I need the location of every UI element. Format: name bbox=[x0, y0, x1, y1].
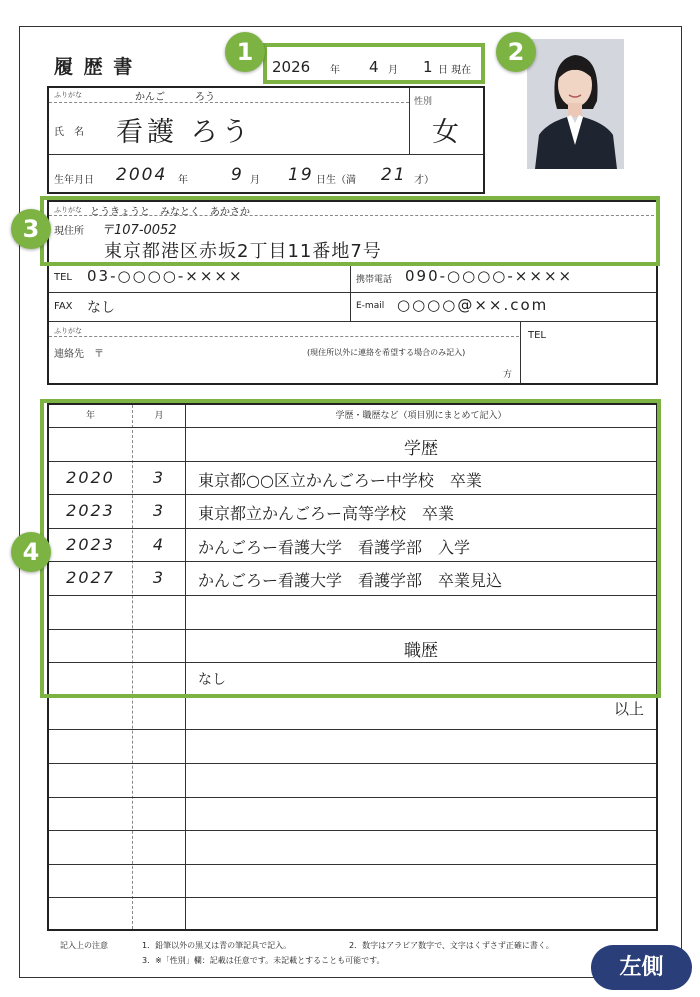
alt-furigana-label: ふりがな bbox=[54, 327, 82, 335]
history-text: 東京都立かんごろー高等学校 卒業 bbox=[198, 504, 455, 523]
age-unit: 才） bbox=[414, 175, 434, 186]
date-day: 1 bbox=[423, 58, 433, 76]
gender-value: 女 bbox=[432, 117, 459, 148]
mobile-value: 090-○○○○-×××× bbox=[405, 267, 574, 285]
gender-label: 性別 bbox=[414, 97, 433, 107]
col-month-header: 月 bbox=[154, 411, 164, 421]
history-row-line bbox=[49, 763, 656, 764]
birth-month-unit: 月 bbox=[250, 175, 260, 186]
gender-divider bbox=[409, 88, 410, 154]
history-year: 2023 bbox=[66, 501, 115, 520]
marker-2: 2 bbox=[496, 32, 536, 72]
history-text: 職歴 bbox=[404, 641, 438, 661]
side-badge: 左側 bbox=[591, 945, 692, 990]
history-year: 2023 bbox=[66, 535, 115, 554]
note-3: 3．※「性別」欄：記載は任意です。未記載とすることも可能です。 bbox=[142, 956, 385, 965]
address-postal: 〒107-0052 bbox=[101, 223, 177, 238]
address-label: 現住所 bbox=[54, 226, 84, 237]
address-line: 東京都港区赤坂2丁目11番地7号 bbox=[104, 241, 382, 262]
history-text: 以上 bbox=[613, 700, 644, 718]
history-month: 3 bbox=[152, 501, 166, 520]
note-2: 2．数字はアラビア数字で、文字はくずさず正確に書く。 bbox=[349, 941, 554, 950]
email-label: E-mail bbox=[356, 301, 385, 311]
fax-value: なし bbox=[87, 300, 115, 316]
history-year: 2027 bbox=[66, 568, 115, 587]
address-highlight bbox=[40, 196, 660, 266]
contact-col-divider bbox=[350, 263, 351, 321]
alt-address-suffix: 方 bbox=[503, 370, 513, 380]
alt-tel-label: TEL bbox=[528, 330, 546, 341]
name-row-divider bbox=[49, 154, 483, 155]
history-text: 学歴 bbox=[404, 439, 438, 459]
history-row-line bbox=[49, 897, 656, 898]
date-highlight bbox=[263, 43, 485, 84]
name-label: 氏 名 bbox=[54, 127, 84, 138]
alt-furigana-line bbox=[49, 336, 519, 337]
history-text: かんごろー看護大学 看護学部 卒業見込 bbox=[198, 571, 503, 590]
date-year-unit: 年 bbox=[330, 65, 340, 76]
history-row-line bbox=[49, 864, 656, 865]
marker-3: 3 bbox=[11, 209, 51, 249]
fax-label: FAX bbox=[54, 301, 73, 312]
birth-day-unit: 日生（満 bbox=[316, 175, 356, 186]
note-1: 1．鉛筆以外の黒又は青の筆記具で記入。 bbox=[142, 941, 292, 950]
mobile-label: 携帯電話 bbox=[356, 275, 393, 285]
resume-title: 履 歴 書 bbox=[54, 56, 135, 78]
history-highlight bbox=[40, 399, 661, 698]
history-month: 3 bbox=[152, 468, 166, 487]
history-year: 2020 bbox=[66, 468, 115, 487]
date-year: 2026 bbox=[272, 58, 311, 76]
birth-year: 2004 bbox=[116, 165, 168, 185]
fax-divider bbox=[49, 321, 656, 322]
history-text: 東京都○○区立かんごろー中学校 卒業 bbox=[198, 471, 482, 490]
col-desc-header: 学歴・職歴など（項目別にまとめて記入） bbox=[335, 411, 507, 421]
col-year-header: 年 bbox=[85, 411, 95, 421]
history-row-line bbox=[49, 830, 656, 831]
tel-value: 03-○○○○-×××× bbox=[87, 267, 244, 285]
address-furigana-label: ふりがな bbox=[54, 206, 82, 214]
marker-1: 1 bbox=[225, 32, 265, 72]
name-furigana-label: ふりがな bbox=[54, 91, 82, 99]
history-month: 4 bbox=[152, 535, 166, 554]
name-furigana: かんご ろう bbox=[135, 92, 215, 103]
date-month: 4 bbox=[369, 58, 379, 76]
date-day-unit: 日 現在 bbox=[438, 65, 472, 76]
id-photo bbox=[527, 39, 624, 169]
email-value: ○○○○@××.com bbox=[397, 296, 549, 314]
history-text: かんごろー看護大学 看護学部 入学 bbox=[198, 538, 471, 557]
birth-label: 生年月日 bbox=[54, 175, 94, 186]
history-month: 3 bbox=[152, 568, 166, 587]
alt-address-label: 連絡先 〒 bbox=[54, 349, 104, 360]
tel-divider bbox=[49, 292, 656, 293]
notes-label: 記入上の注意 bbox=[60, 941, 108, 950]
date-month-unit: 月 bbox=[388, 65, 398, 76]
age-value: 21 bbox=[381, 165, 407, 185]
history-row-line bbox=[49, 729, 656, 730]
history-text: なし bbox=[198, 672, 226, 688]
alt-address-note: (現住所以外に連絡を希望する場合のみ記入) bbox=[307, 348, 466, 357]
marker-4: 4 bbox=[11, 532, 51, 572]
history-row-line bbox=[49, 797, 656, 798]
birth-year-unit: 年 bbox=[178, 175, 188, 186]
tel-label: TEL bbox=[54, 272, 72, 283]
name-furigana-line bbox=[49, 102, 409, 103]
birth-day: 19 bbox=[288, 165, 314, 185]
address-furigana: とうきょうと みなとく あかさか bbox=[90, 207, 250, 218]
birth-month: 9 bbox=[231, 165, 244, 185]
alt-tel-divider bbox=[520, 321, 521, 383]
name-value: 看護 ろう bbox=[116, 117, 253, 148]
